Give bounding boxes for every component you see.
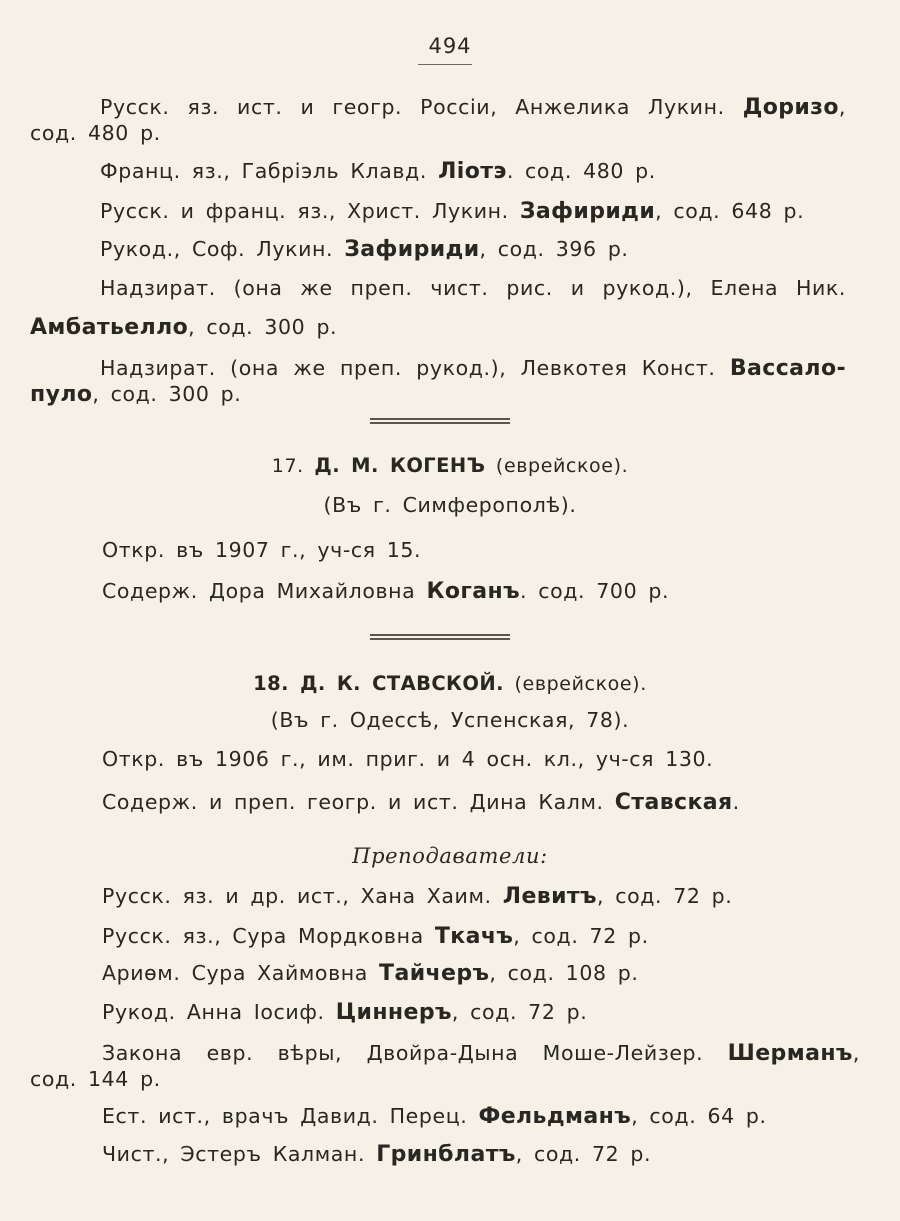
staff-position: Русск. и франц. яз., Христ. Лукин. bbox=[100, 199, 520, 223]
teacher-salary: , сод. 72 р. bbox=[513, 924, 649, 948]
staff-entry-line bbox=[100, 94, 846, 121]
staff-surname: Вассало- bbox=[729, 356, 846, 381]
teacher-subject: Рукод. Анна Іосиф. bbox=[102, 1000, 336, 1024]
section-divider bbox=[370, 634, 510, 640]
teacher-entry bbox=[102, 1103, 767, 1130]
teacher-salary: , bbox=[852, 1041, 860, 1065]
teacher-surname: Левитъ bbox=[502, 884, 597, 909]
teacher-salary: , сод. 72 р. bbox=[451, 1000, 588, 1024]
teacher-salary: сод. 144 р. bbox=[30, 1067, 161, 1091]
teacher-subject: Ариѳм. Сура Хаймовна bbox=[102, 961, 380, 985]
teacher-entry bbox=[102, 1141, 651, 1168]
staff-position: Русск. яз. ист. и геогр. Россіи, Анжелика Лукин. bbox=[100, 95, 743, 119]
staff-salary: , сод. 300 р. bbox=[188, 315, 338, 339]
staff-position: Рукод., Соф. Лукин. bbox=[100, 237, 345, 261]
school-name: Д. К. СТАВСКОЙ. bbox=[300, 672, 504, 695]
teacher-surname: Циннеръ bbox=[335, 1000, 452, 1025]
teacher-subject: Русск. яз., Сура Мордковна bbox=[102, 924, 435, 948]
teacher-subject: Чист., Эстеръ Калман. bbox=[102, 1142, 377, 1166]
school-type: (еврейское). bbox=[485, 455, 629, 477]
owner-surname: Ставская bbox=[614, 790, 733, 815]
teacher-surname: Ткачъ bbox=[434, 924, 514, 949]
section-divider bbox=[370, 418, 510, 424]
school-location: (Въ г. Одессѣ, Успенская, 78). bbox=[270, 708, 630, 732]
staff-salary: , сод. 396 р. bbox=[479, 237, 629, 261]
school-number: 18. bbox=[253, 672, 301, 695]
staff-surname: Доризо bbox=[742, 95, 839, 120]
staff-salary: сод. 480 р. bbox=[30, 121, 161, 145]
staff-surname: Зафириди bbox=[344, 237, 480, 262]
page-number-rule bbox=[418, 64, 472, 65]
owner-salary: . bbox=[732, 790, 740, 814]
teacher-salary: , сод. 64 р. bbox=[631, 1104, 767, 1128]
school-heading bbox=[0, 453, 900, 479]
staff-entry-line bbox=[100, 275, 846, 301]
owner-position: Содерж. Дора Михайловна bbox=[102, 579, 427, 603]
staff-entry-line bbox=[100, 236, 629, 263]
teacher-entry bbox=[102, 960, 638, 987]
staff-entry-line bbox=[30, 314, 337, 341]
school-location: (Въ г. Симферополѣ). bbox=[323, 493, 577, 517]
owner-surname: Коганъ bbox=[426, 579, 521, 604]
staff-salary: , bbox=[838, 95, 846, 119]
school-owner bbox=[102, 578, 669, 605]
staff-position: Франц. яз., Габріэль Клавд. bbox=[100, 159, 439, 183]
school-opened: Откр. въ 1907 г., уч-ся 15. bbox=[102, 538, 422, 562]
staff-surname: Зафириди bbox=[519, 199, 656, 224]
staff-surname: пуло bbox=[30, 382, 93, 407]
school-owner bbox=[102, 789, 740, 816]
staff-entry-line bbox=[100, 355, 846, 382]
staff-surname: Амбатьелло bbox=[30, 315, 189, 340]
staff-surname: Ліотэ bbox=[438, 159, 507, 184]
staff-salary: . сод. 480 р. bbox=[506, 159, 656, 183]
teacher-entry bbox=[102, 1040, 860, 1067]
staff-position: Надзират. (она же преп. чист. рис. и рукод.), Елена Ник. bbox=[100, 276, 846, 300]
school-name: Д. М. КОГЕНЪ bbox=[314, 454, 486, 477]
teacher-surname: Гринблатъ bbox=[376, 1142, 516, 1167]
teacher-surname: Фельдманъ bbox=[478, 1104, 632, 1129]
teacher-entry bbox=[30, 1066, 161, 1092]
staff-entry-line bbox=[100, 158, 656, 185]
owner-position: Содерж. и преп. геогр. и ист. Дина Калм. bbox=[102, 790, 615, 814]
staff-entry-line bbox=[30, 381, 241, 408]
teacher-salary: , сод. 72 р. bbox=[597, 884, 733, 908]
school-number: 17. bbox=[271, 455, 315, 477]
page-number: 494 bbox=[428, 34, 472, 58]
teacher-entry bbox=[102, 999, 587, 1026]
teacher-entry bbox=[102, 883, 732, 910]
teacher-surname: Шерманъ bbox=[727, 1041, 853, 1066]
teacher-salary: , сод. 72 р. bbox=[515, 1142, 652, 1166]
teacher-surname: Тайчеръ bbox=[379, 961, 490, 986]
teacher-subject: Закона евр. вѣры, Двойра-Дына Моше-Лейзер. bbox=[102, 1041, 728, 1065]
teacher-entry bbox=[102, 923, 649, 950]
teacher-subject: Ест. ист., врачъ Давид. Перец. bbox=[102, 1104, 479, 1128]
staff-salary: , сод. 300 р. bbox=[92, 382, 242, 406]
teacher-subject: Русск. яз. и др. ист., Хана Хаим. bbox=[102, 884, 503, 908]
owner-salary: . сод. 700 р. bbox=[520, 579, 670, 603]
school-opened: Откр. въ 1906 г., им. приг. и 4 осн. кл., уч-ся 130. bbox=[102, 747, 714, 771]
teacher-salary: , сод. 108 р. bbox=[489, 961, 639, 985]
staff-position: Надзират. (она же преп. рукод.), Левкотея Конст. bbox=[100, 356, 730, 380]
school-heading bbox=[0, 671, 900, 697]
staff-entry-line bbox=[100, 198, 804, 225]
staff-entry-line bbox=[30, 120, 161, 146]
school-type: (еврейское). bbox=[503, 673, 647, 695]
staff-salary: , сод. 648 р. bbox=[655, 199, 805, 223]
teachers-heading: Преподаватели: bbox=[352, 844, 548, 868]
